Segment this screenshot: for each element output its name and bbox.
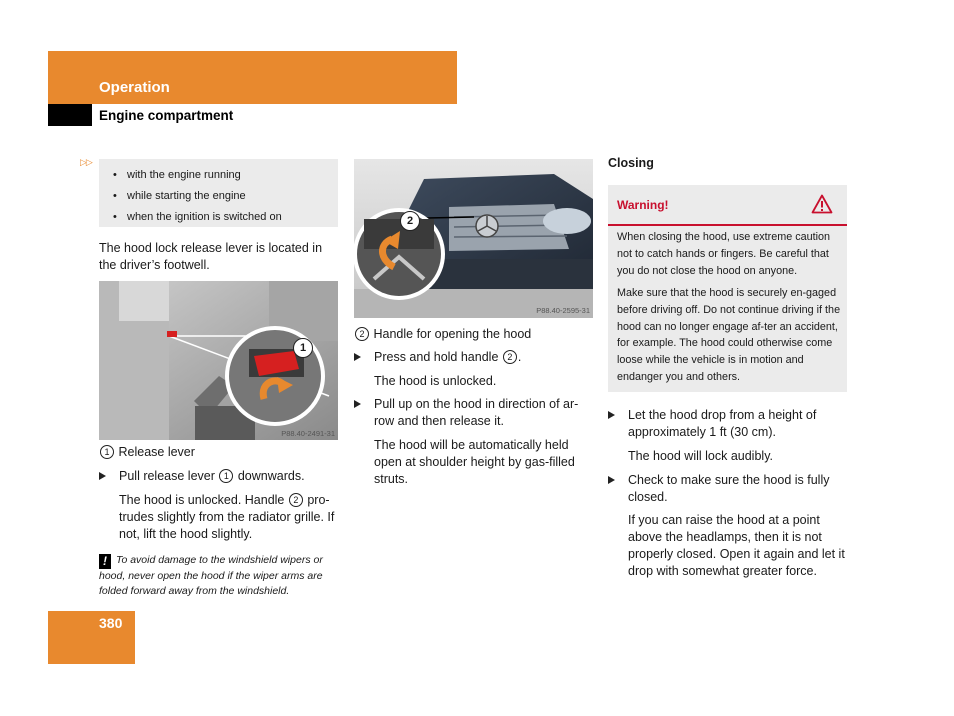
warning-box [608,185,847,392]
callout-number: 1 [100,445,114,459]
step-check-hood: Check to make sure the hood is fully closed. [608,472,844,506]
figure-caption: 1 Release lever [99,444,195,461]
header-tab [48,104,92,126]
warning-header [608,185,847,226]
warning-triangle-icon [811,194,833,214]
closing-heading: Closing [608,156,654,170]
continued-icon: ▷▷ [80,157,92,167]
step-press-handle: Press and hold handle 2 . [354,349,592,366]
list-item: • while starting the engine [109,186,338,207]
figure-code: P88.40-2595-31 [536,306,590,315]
warning-paragraph: When closing the hood, use extreme caution not to catch hands or fingers. Be careful that you do not close the hood on anyone. [617,231,831,277]
result-text: The hood is unlocked. Handle 2 pro-trudes slightly from the radiator grille. If not, lift the hood slightly. [119,493,335,541]
result-text: If you can raise the hood at a point above the headlamps, then it is not properly closed. Open it again and let it drop with somewhat greater force. [628,513,845,578]
section-title: Operation [99,79,170,96]
callout-number: 1 [219,469,233,483]
result-text: The hood will be automatically held open at shoulder height by gas-filled struts. [374,438,575,486]
step-arrow-icon [608,476,615,484]
list-item: • when the ignition is switched on [109,207,338,228]
step-arrow-icon [608,411,615,419]
warning-label: Warning! [617,198,669,212]
header-band [48,51,457,104]
callout-badge: 2 [400,211,420,231]
step-pull-lever: Pull release lever 1 downwards. [99,468,339,485]
callout-number: 2 [289,493,303,507]
callout-badge: 1 [293,338,313,358]
intro-text: The hood lock release lever is located in the driver’s footwell. [99,241,323,272]
footwell-illustration [99,281,338,440]
subsection-title: Engine compartment [99,108,234,123]
conditions-list [99,159,338,227]
callout-number: 2 [503,350,517,364]
callout-number: 2 [355,327,369,341]
exclamation-icon: ! [99,554,111,569]
page-number: 380 [99,615,123,631]
step-arrow-icon [354,353,361,361]
figure-caption: 2 Handle for opening the hood [354,326,531,343]
vehicle-front-illustration [354,159,593,318]
release-lever-figure [99,281,338,440]
step-arrow-icon [354,400,361,408]
result-text: The hood is unlocked. [374,374,497,388]
step-drop-hood: Let the hood drop from a height of approximately 1 ft (30 cm). [608,407,844,441]
figure-code: P88.40-2491-31 [281,429,335,438]
hood-handle-figure [354,159,593,318]
step-pull-hood: Pull up on the hood in direction of ar-row and then release it. [354,396,590,430]
warning-paragraph: Make sure that the hood is securely en-gaged before driving off. Do not continue driving if the hood can no longer engage af-ter an accident, for example. The hood could otherwise come loose while the vehicle is in motion and endanger you and others. [617,287,841,383]
caution-note: ! To avoid damage to the windshield wipers or hood, never open the hood if the wiper arms are folded forward away from the windshield. [99,554,323,597]
step-arrow-icon [99,472,106,480]
result-text: The hood will lock audibly. [628,449,773,463]
list-item: • with the engine running [109,165,338,186]
